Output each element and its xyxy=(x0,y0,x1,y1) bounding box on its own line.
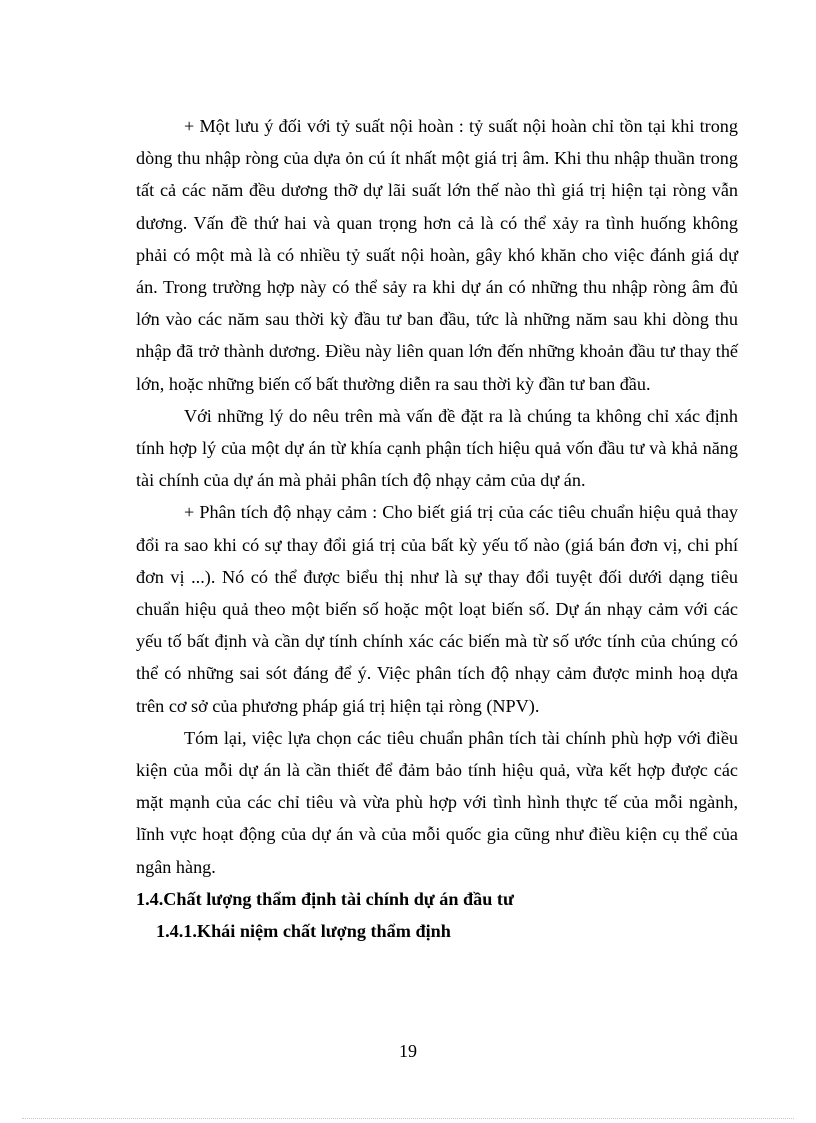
page-body xyxy=(136,110,738,947)
paragraph-conclusion: Tóm lại, việc lựa chọn các tiêu chuẩn phân tích tài chính phù hợp với điều kiện của mỗi dự án là cần thiết để đảm bảo tính hiệu quả, vừa kết hợp được các mặt mạnh của các chỉ tiêu và vừa phù hợp với tình hình thực tế của mỗi ngành, lĩnh vực hoạt động của dự án và của mỗi quốc gia cũng như điều kiện cụ thể của ngân hàng. xyxy=(136,727,738,877)
paragraph-sensitivity-analysis: + Phân tích độ nhạy cảm : Cho biết giá trị của các tiêu chuẩn hiệu quả thay đổi ra sao khi có sự thay đổi giá trị của bất kỳ yếu tố nào (giá bán đơn vị, chi phí đơn vị ...). Nó có thể được biểu thị như là sự thay đổi tuyệt đối dưới dạng tiêu chuẩn hiệu quả theo một biến số hoặc một loạt biến số. Dự án nhạy cảm với các yếu tố bất định và cần dự tính chính xác các biến mà từ số ước tính của chúng có thể có những sai sót đáng để ý. Việc phân tích độ nhạy cảm được minh hoạ dựa trên cơ sở của phương pháp giá trị hiện tại ròng (NPV). xyxy=(136,502,738,716)
subsection-heading: 1.4.1.Khái niệm chất lượng thẩm định xyxy=(156,921,451,942)
paragraph-reasons: Với những lý do nêu trên mà vấn đề đặt ra là chúng ta không chỉ xác định tính hợp lý của một dự án từ khía cạnh phận tích hiệu quả vốn đầu tư và khả năng tài chính của dự án mà phải phân tích độ nhạy cảm của dự án. xyxy=(136,405,738,491)
paragraph-irr-note: + Một lưu ý đối với tỷ suất nội hoàn : tỷ suất nội hoàn chỉ tồn tại khi trong dòng thu nhập ròng của dựa ỏn cú ít nhất một giá trị âm. Khi thu nhập thuần trong tất cả các năm đều dương thỡ dự lãi suất lớn thế nào thì giá trị hiện tại ròng vẫn dương. Vấn đề thứ hai và quan trọng hơn cả là có thể xảy ra tình huống không phải có một mà là có nhiều tỷ suất nội hoàn, gây khó khăn cho việc đánh giá dự án. Trong trường hợp này có thể sảy ra khi dự án có những thu nhập ròng âm đủ lớn vào các năm sau thời kỳ đầu tư ban đầu, tức là những năm sau khi dòng thu nhập đã trở thành dương. Điều này liên quan lớn đến những khoản đầu tư thay thế lớn, hoặc những biến cố bất thường diễn ra sau thời kỳ đần tư ban đầu. xyxy=(136,116,738,394)
page-number: 19 xyxy=(399,1041,417,1061)
section-heading: 1.4.Chất lượng thẩm định tài chính dự án đầu tư xyxy=(136,888,514,909)
page-bottom-divider xyxy=(22,1118,794,1119)
